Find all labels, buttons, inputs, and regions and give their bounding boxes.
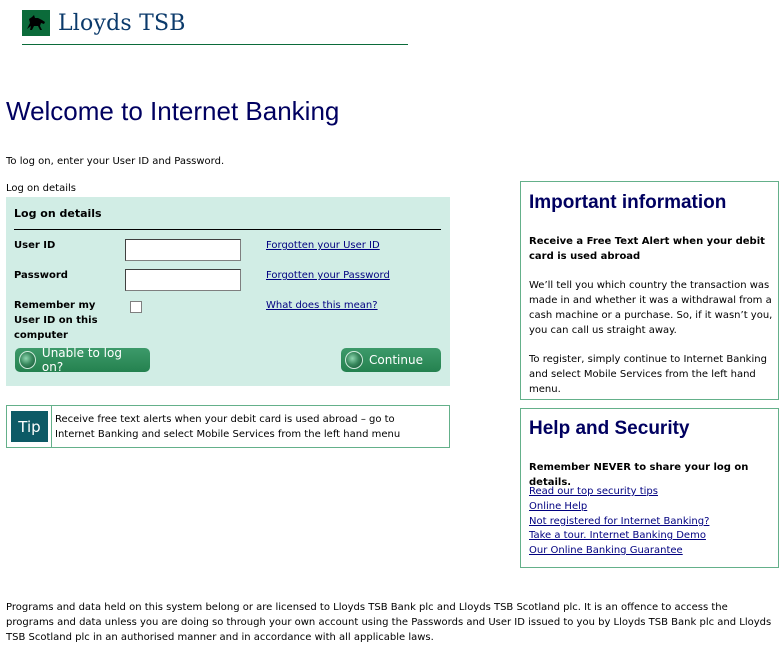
legal-footer: Programs and data held on this system belong or are licensed to Lloyds TSB Bank plc and Lloyds TSB Scotland plc. It is an offence to access the programs and data unless you are doing so through your own account using the Passwords and User ID issued to you by Lloyds TSB Bank plc and Lloyds TSB Scotland plc in an authorised manner and in accordance with all applicable laws. xyxy=(6,602,772,643)
black-horse-logo-icon xyxy=(22,10,50,36)
continue-label: Continue xyxy=(369,353,423,367)
unable-to-log-on-label: Unable to log on? xyxy=(41,346,122,374)
security-tips-link[interactable]: Read our top security tips xyxy=(529,486,658,497)
logo-text: Lloyds TSB xyxy=(58,10,186,36)
tip-divider xyxy=(51,406,52,447)
what-does-this-mean-link[interactable]: What does this mean? xyxy=(266,300,378,311)
globe-icon xyxy=(19,351,36,369)
remember-user-id-label: Remember my User ID on this computer xyxy=(14,300,98,341)
tip-text: Receive free text alerts when your debit card is used abroad – go to Internet Banking and select Mobile Services from the left hand menu xyxy=(55,414,401,440)
password-label: Password xyxy=(14,270,68,281)
register-instructions: To register, simply continue to Internet Banking and select Mobile Services from the left hand menu. xyxy=(529,354,767,395)
password-input[interactable] xyxy=(125,269,241,291)
continue-button[interactable] xyxy=(341,348,441,372)
unable-to-log-on-button[interactable] xyxy=(15,348,150,372)
logon-caption: Log on details xyxy=(6,183,76,194)
important-information-title: Important information xyxy=(529,192,727,213)
remember-user-id-checkbox[interactable] xyxy=(130,301,142,313)
free-text-alert-heading: Receive a Free Text Alert when your debit card is used abroad xyxy=(529,236,765,262)
help-and-security-title: Help and Security xyxy=(529,418,690,439)
not-registered-link[interactable]: Not registered for Internet Banking? xyxy=(529,516,710,527)
demo-tour-link[interactable]: Take a tour. Internet Banking Demo xyxy=(529,530,706,541)
forgotten-password-link[interactable]: Forgotten your Password xyxy=(266,270,390,281)
user-id-input[interactable] xyxy=(125,239,241,261)
online-help-link[interactable]: Online Help xyxy=(529,501,588,512)
page-title: Welcome to Internet Banking xyxy=(6,96,340,126)
logon-heading: Log on details xyxy=(14,207,102,220)
globe-icon xyxy=(345,351,363,369)
intro-text: To log on, enter your User ID and Password. xyxy=(6,156,225,167)
user-id-label: User ID xyxy=(14,240,56,251)
lloyds-tsb-logo[interactable] xyxy=(22,8,186,38)
tip-badge: Tip xyxy=(11,411,48,442)
forgotten-user-id-link[interactable]: Forgotten your User ID xyxy=(266,240,380,251)
help-and-security-box xyxy=(520,408,779,568)
header-divider xyxy=(22,44,408,45)
logon-divider xyxy=(14,229,441,230)
security-warning: Remember NEVER to share your log on details. xyxy=(529,462,749,488)
logon-panel xyxy=(6,197,450,386)
free-text-alert-description: We’ll tell you which country the transaction was made in and whether it was a withdrawal from a cash machine or a purchase. So, if it wasn’t you, you can call us straight away. xyxy=(529,280,773,336)
online-banking-guarantee-link[interactable]: Our Online Banking Guarantee xyxy=(529,545,683,556)
important-information-box xyxy=(520,181,779,400)
tip-box xyxy=(6,405,450,448)
